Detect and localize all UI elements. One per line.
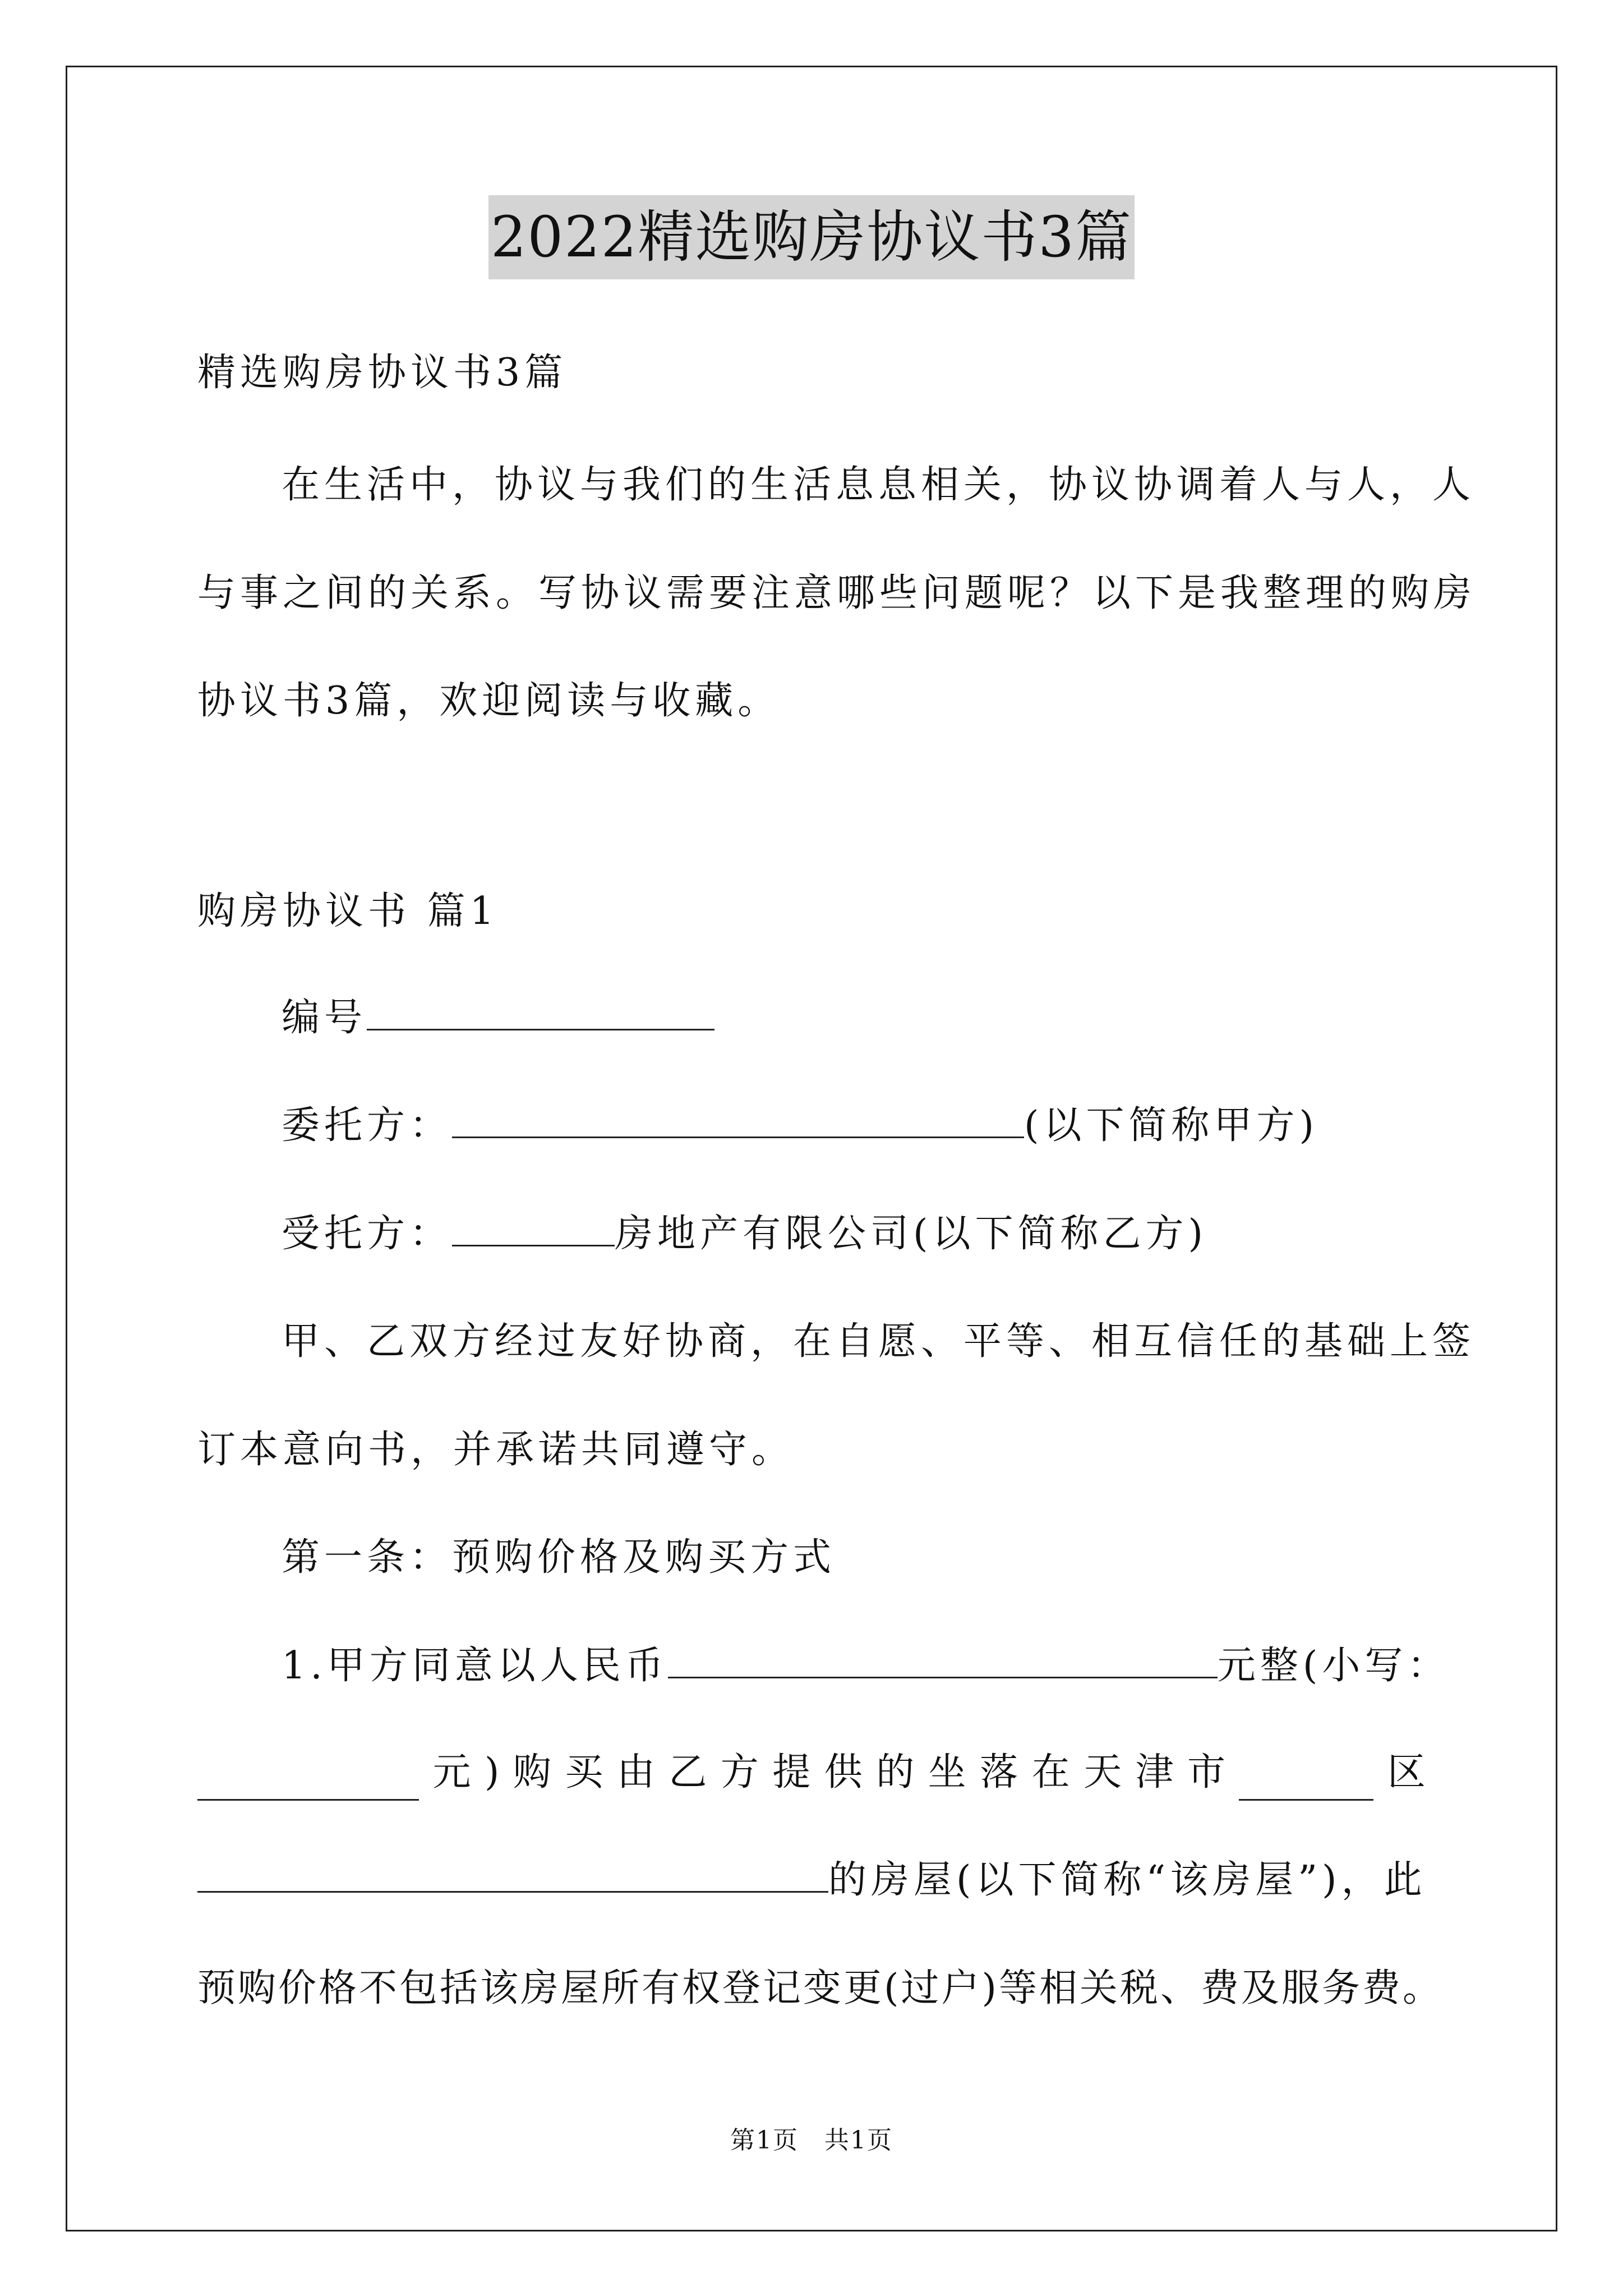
number-label: 编号 [282, 996, 367, 1040]
line2-char: 市 [1187, 1750, 1226, 1795]
title-container [0, 195, 1623, 279]
price-blank [668, 1642, 1218, 1678]
client-suffix: (以下简称甲方) [1024, 1103, 1319, 1148]
line2-char: 方 [720, 1750, 759, 1795]
agent-blank [452, 1210, 615, 1246]
clause-1-line-4: 预购价格不包括该房屋所有权登记变更(过户)等相关税、费及服务费。 [197, 1966, 1444, 2010]
line2-char: 提 [772, 1750, 811, 1795]
line2-char: 元 [432, 1750, 471, 1795]
agreement-line-2: 订本意向书，并承诺共同遵守。 [197, 1428, 795, 1472]
clause-1-line-1 [282, 1638, 1450, 1694]
line2-char: ) [484, 1750, 500, 1795]
district-label: 区 [1387, 1750, 1426, 1795]
client-row [282, 1098, 1318, 1154]
amount-lowercase-blank [197, 1764, 419, 1801]
line2-char: 购 [513, 1750, 551, 1795]
line2-char: 供 [824, 1750, 863, 1795]
number-row [282, 990, 714, 1046]
clause-1-suffix: 元整(小写： [1217, 1644, 1450, 1688]
address-blank [197, 1856, 828, 1893]
number-blank [367, 994, 714, 1030]
intro-line-2: 与事之间的关系。写协议需要注意哪些问题呢？以下是我整理的购房 [197, 571, 1477, 615]
clause-1-line-3-suffix: 的房屋(以下简称“该房屋”)，此 [828, 1858, 1427, 1902]
agent-label: 受托方： [282, 1212, 453, 1256]
document-subtitle: 精选购房协议书3篇 [197, 351, 568, 395]
client-blank [452, 1102, 1024, 1138]
line2-char: 落 [980, 1750, 1018, 1795]
district-blank [1239, 1764, 1373, 1801]
page-footer: 第1页 共1页 [730, 2126, 893, 2155]
agent-suffix: 房地产有限公司(以下简称乙方) [615, 1212, 1208, 1256]
line2-char: 买 [565, 1750, 603, 1795]
article-1-title: 第一条：预购价格及购买方式 [282, 1535, 836, 1580]
clause-1-prefix: 1.甲方同意以人民币 [282, 1644, 668, 1688]
line2-char: 由 [616, 1750, 655, 1795]
agent-row [282, 1206, 1207, 1262]
clause-1-line-3 [197, 1852, 1427, 1908]
intro-line-1: 在生活中，协议与我们的生活息息相关，协议协调着人与人，人 [282, 463, 1476, 507]
line2-char: 乙 [668, 1750, 707, 1795]
document-title: 2022精选购房协议书3篇 [488, 195, 1135, 279]
agreement-line-1: 甲、乙双方经过友好协商，在自愿、平等、相互信任的基础上签 [282, 1319, 1476, 1364]
line2-char: 天 [1083, 1750, 1122, 1795]
line2-char: 津 [1135, 1750, 1174, 1795]
line2-char: 在 [1031, 1750, 1070, 1795]
client-label: 委托方： [282, 1103, 453, 1148]
section-title: 购房协议书 篇1 [197, 889, 499, 933]
line2-char: 的 [876, 1750, 915, 1795]
clause-1-line-2 [197, 1745, 1426, 1801]
line2-char: 坐 [928, 1750, 966, 1795]
intro-line-3: 协议书3篇，欢迎阅读与收藏。 [197, 679, 781, 723]
